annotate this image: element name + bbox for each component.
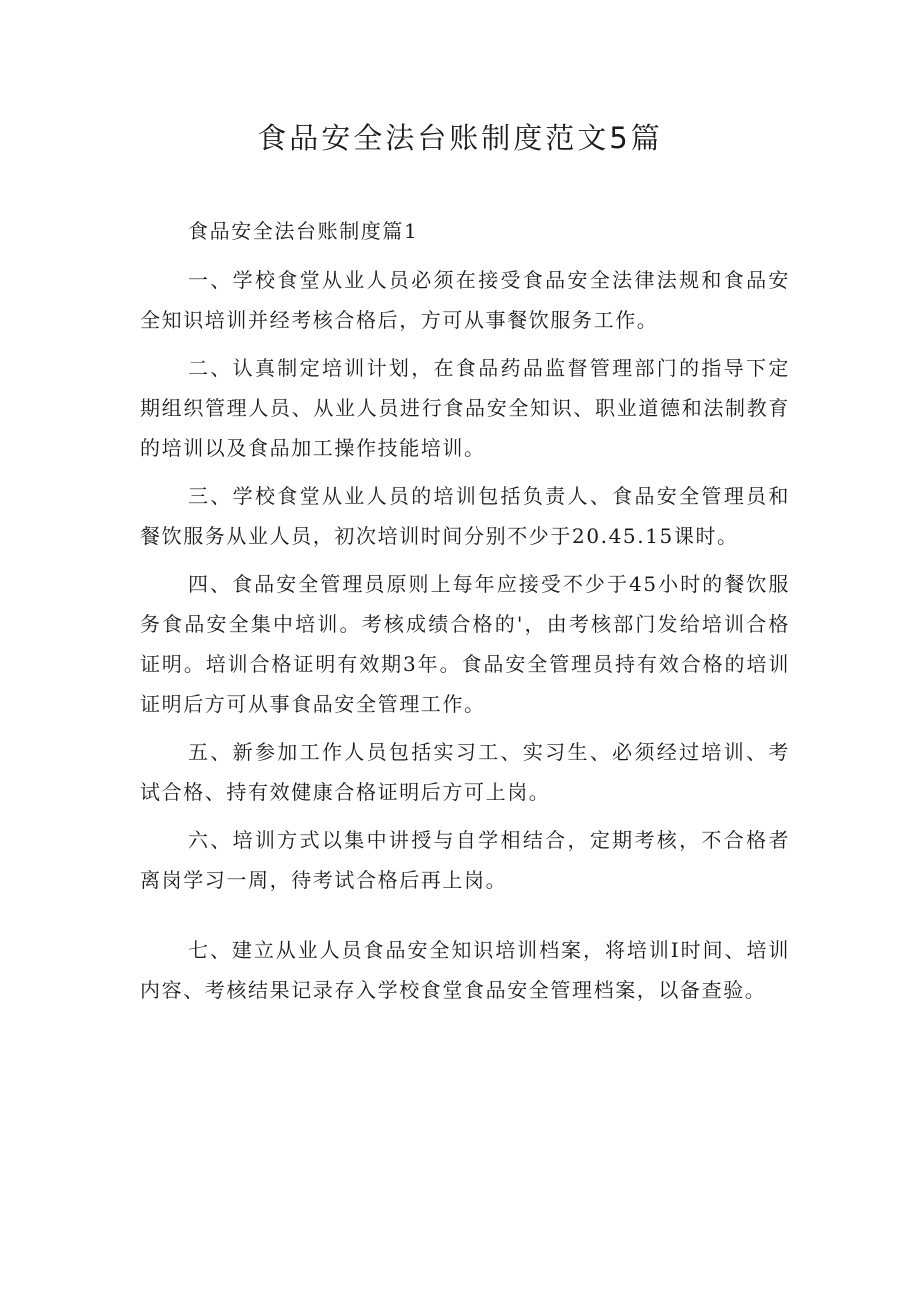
paragraph-2: 二、认真制定培训计划，在食品药品监督管理部门的指导下定期组织管理人员、从业人员进行食品安全知识、职业道德和法制教育的培训以及食品加工操作技能培训。 — [140, 356, 790, 460]
document-title: 食品安全法台账制度范文5篇 — [257, 121, 663, 155]
paragraph-1: 一、学校食堂从业人员必须在接受食品安全法律法规和食品安全知识培训并经考核合格后，方可从事餐饮服务工作。 — [140, 268, 790, 332]
paragraph-3: 三、学校食堂从业人员的培训包括负责人、食品安全管理员和餐饮服务从业人员，初次培训时间分别不少于20.45.15课时。 — [140, 484, 790, 548]
paragraph-5: 五、新参加工作人员包括实习工、实习生、必须经过培训、考试合格、持有效健康合格证明后方可上岗。 — [140, 740, 790, 804]
document-body — [140, 211, 790, 1018]
paragraph-6: 六、培训方式以集中讲授与自学相结合，定期考核，不合格者离岗学习一周，待考试合格后再上岗。 — [140, 828, 790, 892]
section-heading: 食品安全法台账制度篇1 — [188, 219, 419, 243]
paragraph-7: 七、建立从业人员食品安全知识培训档案，将培训I时间、培训内容、考核结果记录存入学校食堂食品安全管理档案，以备查验。 — [140, 938, 790, 1002]
paragraph-4: 四、食品安全管理员原则上每年应接受不少于45小时的餐饮服务食品安全集中培训。考核成绩合格的'，由考核部门发给培训合格证明。培训合格证明有效期3年。食品安全管理员持有效合格的培训证明后方可从事食品安全管理工作。 — [140, 572, 790, 716]
